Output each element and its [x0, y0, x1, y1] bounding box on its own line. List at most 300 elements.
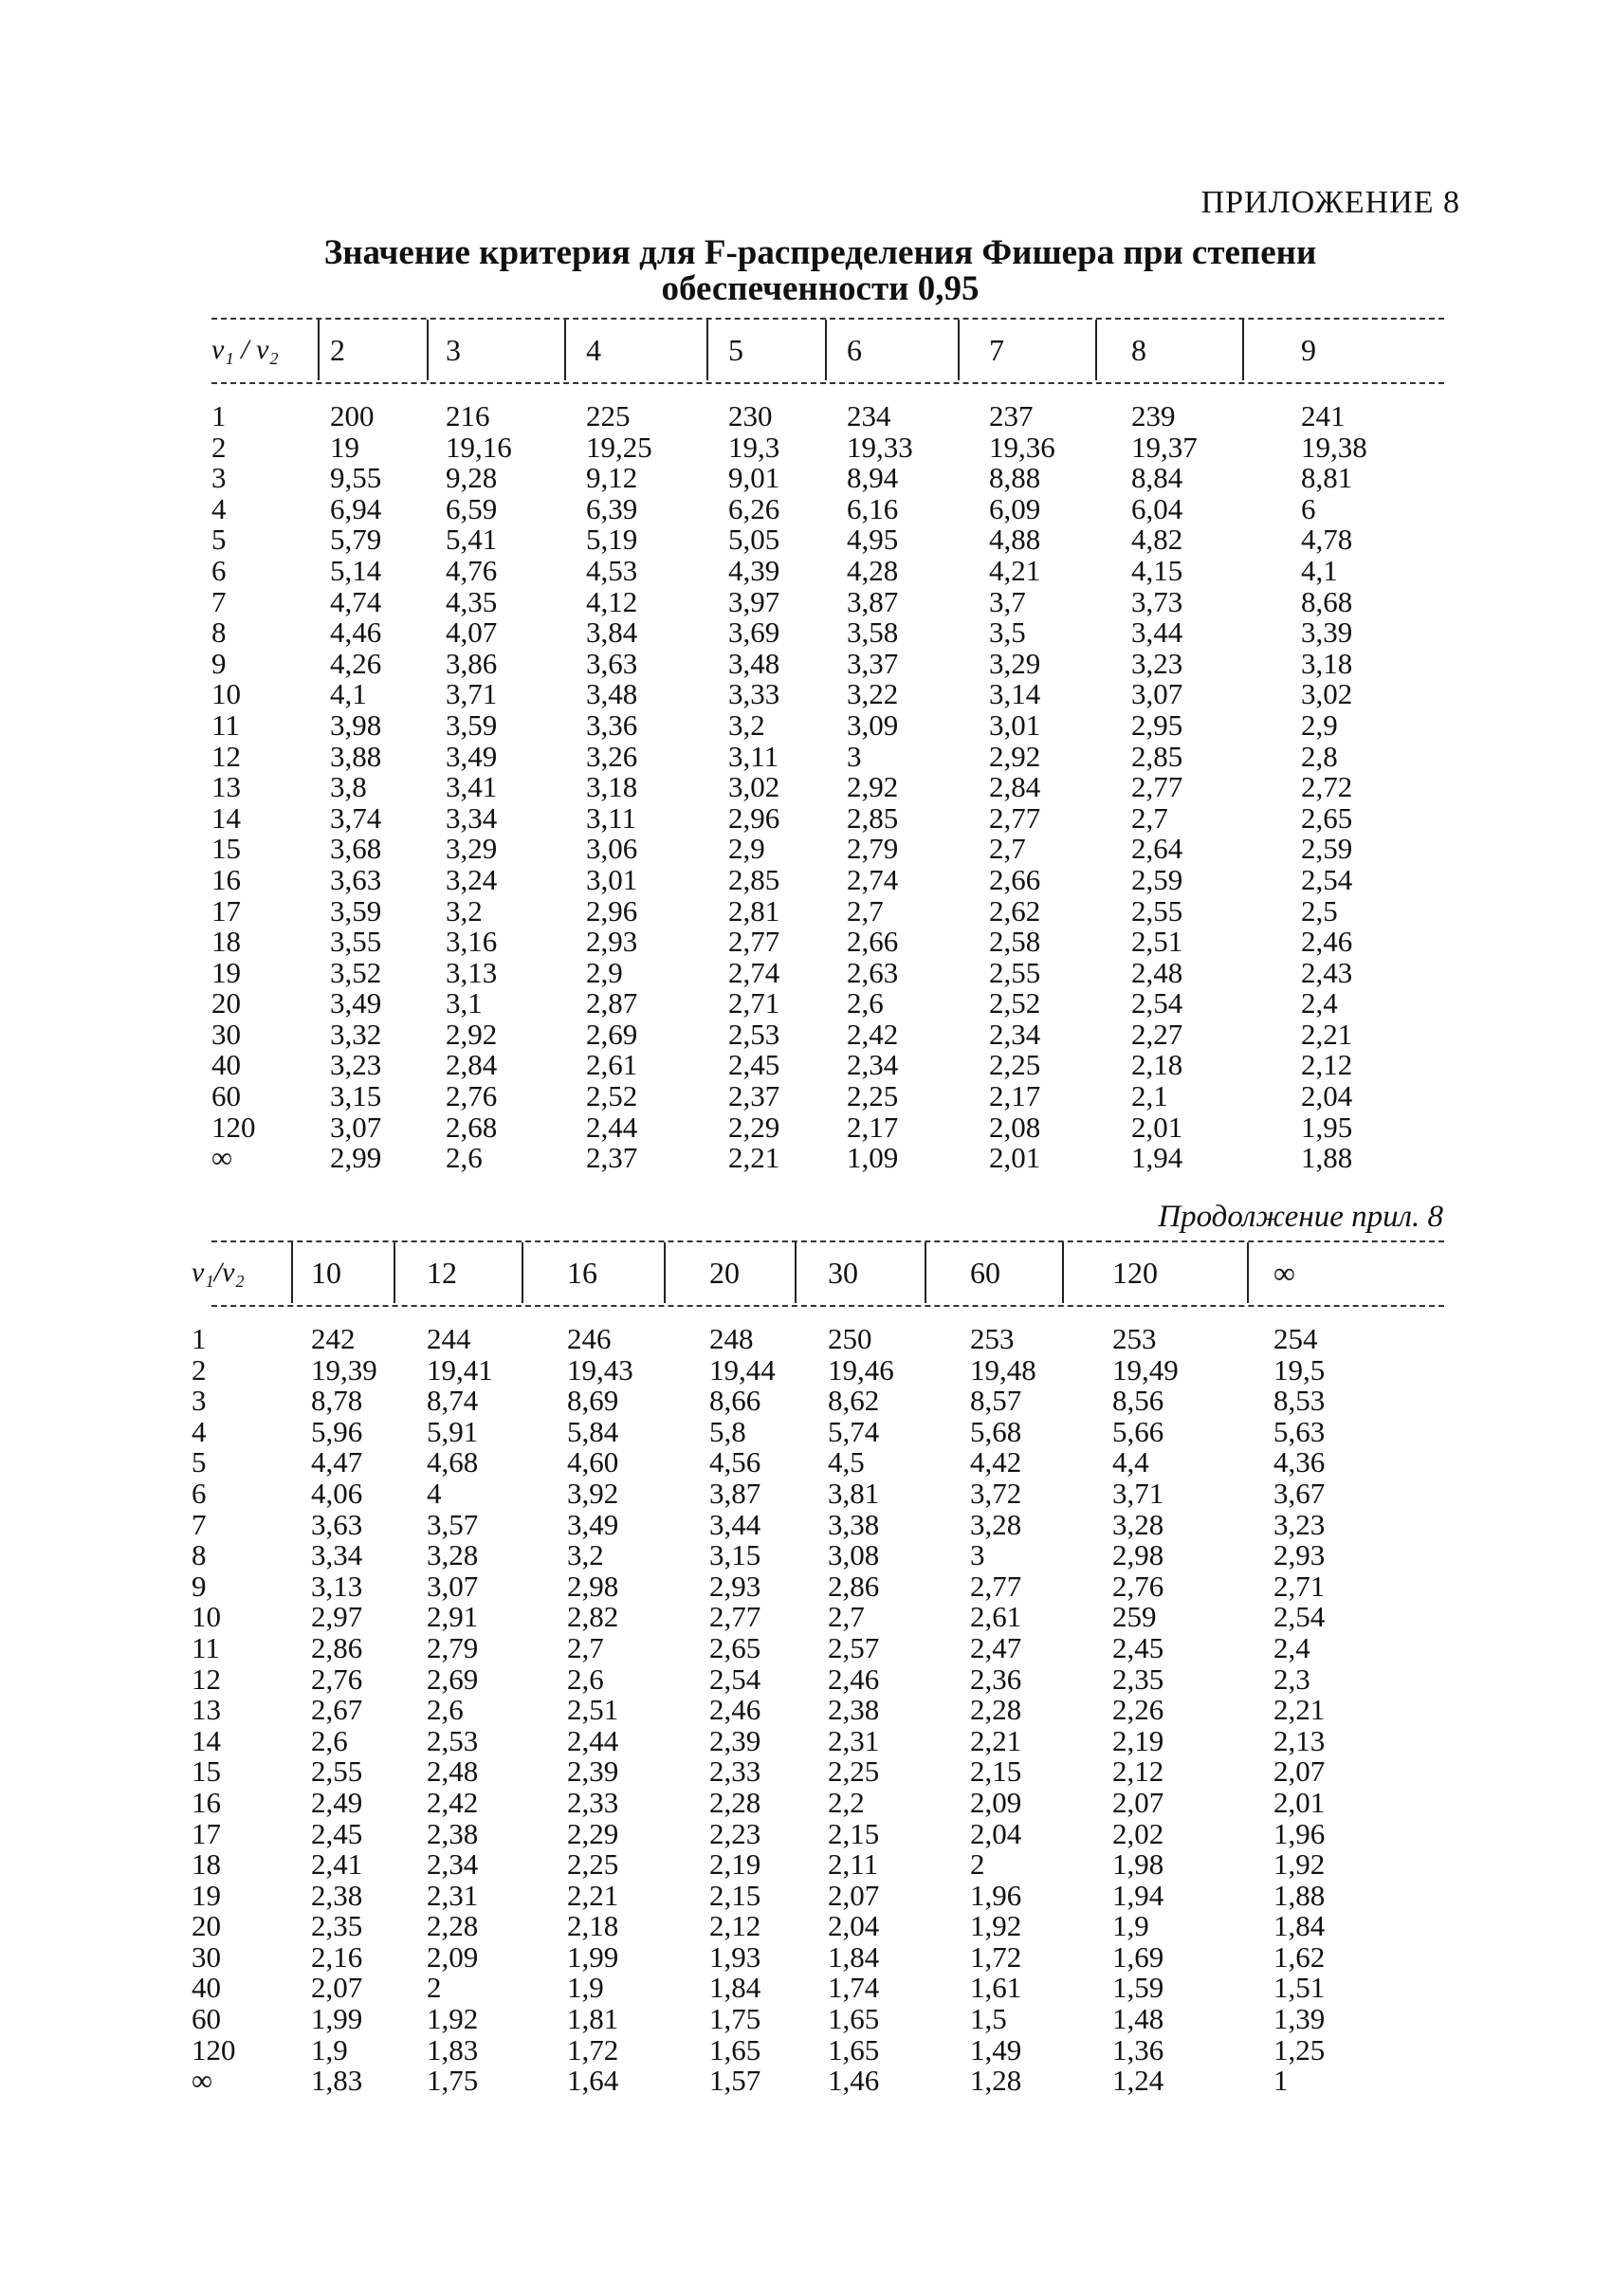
table-cell: 19,49: [1112, 1352, 1179, 1387]
table-cell: 2,65: [709, 1630, 761, 1664]
table-cell: 2,76: [1112, 1569, 1164, 1603]
table-cell: 2,48: [1131, 955, 1183, 989]
row-label: 12: [192, 1662, 221, 1696]
table-cell: 2,11: [828, 1847, 879, 1882]
table-cell: 2,72: [1301, 770, 1353, 804]
table-cell: 6,26: [728, 491, 780, 525]
table-cell: 2,15: [828, 1816, 880, 1850]
table-cell: 2,9: [586, 955, 623, 989]
header-separator: [291, 1242, 293, 1303]
table-row: [0, 1540, 1612, 1571]
table-cell: 4,68: [427, 1445, 479, 1479]
table-cell: 9,28: [446, 461, 498, 495]
table-cell: 19,44: [709, 1352, 776, 1387]
table-cell: 1,36: [1112, 2032, 1164, 2066]
table-cell: 2,21: [970, 1723, 1022, 1757]
table-cell: 1,92: [970, 1909, 1022, 1943]
column-header: 20: [709, 1255, 740, 1290]
table-cell: 2,01: [1131, 1110, 1183, 1144]
table-cell: 3,34: [446, 800, 498, 835]
table-cell: 3,29: [446, 832, 498, 866]
row-label: 3: [192, 1384, 207, 1418]
table-cell: 1,88: [1301, 1141, 1353, 1175]
table-cell: 230: [728, 399, 773, 432]
row-label: 40: [192, 1971, 221, 2005]
row-label: 12: [211, 739, 241, 773]
table-cell: 1,72: [567, 2032, 619, 2066]
row-label: 9: [211, 646, 227, 680]
table-cell: 1,59: [1112, 1971, 1164, 2005]
table-cell: 2,96: [586, 893, 638, 928]
table-cell: 2,19: [709, 1847, 761, 1882]
table-cell: 3,16: [446, 925, 498, 959]
table-cell: 2,66: [989, 862, 1041, 896]
table-cell: 1,75: [427, 2064, 479, 2098]
table-row: [0, 1911, 1612, 1942]
table-cell: 2,85: [1131, 739, 1183, 773]
table-cell: 1,99: [311, 2002, 363, 2036]
table-cell: 4,53: [586, 553, 638, 587]
table-cell: 5,8: [709, 1414, 746, 1448]
table-cell: 2,97: [311, 1600, 363, 1634]
table-row: [0, 1785, 1612, 1819]
table-cell: 1,94: [1112, 1878, 1164, 1912]
table-cell: 5,84: [567, 1414, 619, 1448]
table-cell: 3,5: [989, 615, 1026, 650]
table-row: [0, 1447, 1612, 1479]
table-cell: 3,74: [330, 800, 382, 835]
table-cell: 2,59: [1301, 832, 1353, 866]
table-cell: 2,84: [446, 1048, 498, 1082]
table-cell: 3,08: [828, 1538, 880, 1572]
row-label: 16: [211, 862, 241, 896]
table-cell: 6,59: [446, 491, 498, 525]
table-cell: 19: [330, 430, 359, 464]
table-cell: 2,63: [847, 955, 899, 989]
column-header: 8: [1131, 332, 1146, 367]
table-row: [0, 1602, 1612, 1633]
table-cell: 2,04: [828, 1909, 880, 1943]
table-cell: 2,38: [427, 1816, 479, 1850]
table-row: [0, 739, 1612, 773]
column-header: 4: [586, 332, 601, 367]
table-cell: 3,48: [586, 677, 638, 711]
table-cell: 3,67: [1273, 1476, 1326, 1510]
table-cell: 19,41: [427, 1352, 493, 1387]
table-cell: 2,45: [728, 1048, 780, 1082]
table-cell: 2,07: [1273, 1754, 1326, 1789]
table-cell: 2,4: [1273, 1630, 1310, 1664]
table-cell: 2,15: [709, 1878, 761, 1912]
table-cell: 3,98: [330, 707, 382, 742]
table-cell: 1,46: [828, 2064, 880, 2098]
table-cell: 259: [1112, 1600, 1157, 1634]
table-cell: 2,18: [1131, 1048, 1183, 1082]
table-cell: 3,28: [427, 1538, 479, 1572]
table-cell: 1,09: [847, 1141, 899, 1175]
table-cell: 3,63: [330, 862, 382, 896]
table-cell: 3,88: [330, 739, 382, 773]
table-cell: 8,74: [427, 1384, 479, 1418]
table-cell: 3,22: [847, 677, 899, 711]
table-cell: 3,44: [1131, 615, 1183, 650]
table-cell: 4,82: [1131, 523, 1183, 557]
table-cell: 6,94: [330, 491, 382, 525]
table-cell: 2,76: [311, 1662, 363, 1696]
table-cell: 3,37: [847, 646, 899, 680]
table-cell: 2,41: [311, 1847, 363, 1882]
table-cell: 4,47: [311, 1445, 363, 1479]
table-cell: 2,28: [709, 1785, 761, 1819]
header-separator: [706, 320, 708, 380]
table-cell: 3,02: [728, 770, 780, 804]
table-cell: 3,7: [989, 584, 1026, 618]
table-cell: 2,42: [847, 1017, 899, 1051]
table-cell: 4: [427, 1476, 442, 1510]
header-separator: [522, 1242, 523, 1303]
table-cell: 2,18: [567, 1909, 619, 1943]
table-cell: 1,49: [970, 2032, 1022, 2066]
row-label: ∞: [192, 2064, 213, 2098]
table-cell: 2,87: [586, 986, 638, 1020]
table-cell: 3,57: [427, 1507, 479, 1541]
column-header: 10: [311, 1255, 341, 1290]
table-row: [0, 1878, 1612, 1912]
column-header: 3: [446, 332, 461, 367]
table-cell: 1,99: [567, 1939, 619, 1974]
table-cell: 1,84: [1273, 1909, 1326, 1943]
table-row: [0, 1019, 1612, 1051]
column-header: 16: [567, 1255, 597, 1290]
table-cell: 3,92: [567, 1476, 619, 1510]
table-cell: 1,9: [1112, 1909, 1149, 1943]
table-cell: 5,41: [446, 523, 498, 557]
table-cell: 2,44: [586, 1110, 638, 1144]
table-cell: 2,66: [847, 925, 899, 959]
row-label: 8: [192, 1538, 207, 1572]
row-label: 120: [192, 2032, 236, 2066]
column-header: ∞: [1273, 1255, 1295, 1290]
table-cell: 5,66: [1112, 1414, 1164, 1448]
row-label: 6: [192, 1476, 207, 1510]
table-row: [0, 1324, 1612, 1355]
table-cell: 2,71: [728, 986, 780, 1020]
table-cell: 1,57: [709, 2064, 761, 2098]
table-row: [0, 1507, 1612, 1541]
table-cell: 2,04: [970, 1816, 1022, 1850]
table-row: [0, 1352, 1612, 1387]
table-cell: 237: [989, 399, 1034, 432]
table-row: [0, 955, 1612, 989]
table-cell: 5,19: [586, 523, 638, 557]
table-row: [0, 1939, 1612, 1974]
table-cell: 2,2: [828, 1785, 865, 1819]
table-cell: 3,09: [847, 707, 899, 742]
table-cell: 3,73: [1131, 584, 1183, 618]
row-label: 11: [192, 1630, 220, 1664]
table-cell: 6,16: [847, 491, 899, 525]
table-cell: 2,25: [989, 1048, 1041, 1082]
table-cell: 2,95: [1131, 707, 1183, 742]
table-cell: 3,71: [446, 677, 498, 711]
table-cell: 8,62: [828, 1384, 880, 1418]
table-cell: 2,39: [567, 1754, 619, 1789]
table-cell: 2,04: [1301, 1079, 1353, 1113]
table-cell: 2,34: [989, 1017, 1041, 1051]
table-cell: 2,81: [728, 893, 780, 928]
table-cell: 1,88: [1273, 1878, 1326, 1912]
table-cell: 2,17: [989, 1079, 1041, 1113]
table-cell: 4,36: [1273, 1445, 1326, 1479]
table-cell: 248: [709, 1322, 754, 1355]
table-cell: 3,59: [446, 707, 498, 742]
table-cell: 2,46: [828, 1662, 880, 1696]
table-cell: 3,01: [989, 707, 1041, 742]
table-cell: 1,95: [1301, 1110, 1353, 1144]
table-cell: 2,46: [709, 1693, 761, 1727]
table-cell: 2,7: [567, 1630, 604, 1664]
table-cell: 3,8: [330, 770, 367, 804]
table-cell: 4,06: [311, 1476, 363, 1510]
header-separator: [1062, 1242, 1064, 1303]
table-row: [0, 617, 1612, 649]
table-cell: 2,35: [311, 1909, 363, 1943]
table-cell: 4,4: [1112, 1445, 1149, 1479]
table-cell: 3,63: [586, 646, 638, 680]
column-header: 120: [1112, 1255, 1158, 1290]
table-cell: 2,98: [1112, 1538, 1164, 1572]
table-cell: 5,91: [427, 1414, 479, 1448]
row-label: 2: [211, 430, 227, 464]
row-label: 19: [211, 955, 241, 989]
table-cell: 1,98: [1112, 1847, 1164, 1882]
table-cell: 2,55: [1131, 893, 1183, 928]
table-cell: 2,16: [311, 1939, 363, 1974]
table-cell: 2,54: [1131, 986, 1183, 1020]
table-cell: 2,7: [989, 832, 1026, 866]
column-header-corner: ν₁/ν₂: [192, 1257, 245, 1288]
table-cell: 2,68: [446, 1110, 498, 1144]
table-cell: 246: [567, 1322, 612, 1355]
title-line-1: Значение критерия для F-распределения Фишера при степени: [323, 233, 1317, 272]
table-cell: 2,29: [728, 1110, 780, 1144]
table-cell: 2,39: [709, 1723, 761, 1757]
table-cell: 2,64: [1131, 832, 1183, 866]
table-cell: 2,07: [311, 1971, 363, 2005]
table-cell: 4,07: [446, 615, 498, 650]
table-cell: 2,53: [728, 1017, 780, 1051]
table-cell: 2,85: [728, 862, 780, 896]
table-cell: 2,93: [1273, 1538, 1326, 1572]
table-cell: 3,23: [330, 1048, 382, 1082]
table-cell: 19,33: [847, 430, 913, 464]
table-row: [0, 1849, 1612, 1881]
header-separator: [958, 320, 960, 380]
table-cell: 250: [828, 1322, 872, 1355]
row-label: 15: [211, 832, 241, 866]
table-cell: 19,5: [1273, 1352, 1326, 1387]
table-cell: 2,38: [828, 1693, 880, 1727]
table-rule-header: [211, 1305, 1444, 1307]
table-cell: 2,12: [1112, 1754, 1164, 1789]
row-label: 20: [211, 986, 241, 1020]
table-cell: 6,39: [586, 491, 638, 525]
table-cell: 19,48: [970, 1352, 1036, 1387]
table-cell: 2,49: [311, 1785, 363, 1819]
table-cell: 2,07: [1112, 1785, 1164, 1819]
table-cell: 2,7: [847, 893, 884, 928]
table-cell: 1,65: [828, 2032, 880, 2066]
row-label: 60: [192, 2002, 221, 2036]
table-cell: 2,46: [1301, 925, 1353, 959]
table-row: [0, 927, 1612, 958]
table-row: [0, 1050, 1612, 1081]
row-label: 8: [211, 615, 227, 650]
table-cell: 2,36: [970, 1662, 1022, 1696]
table-cell: 3,28: [1112, 1507, 1164, 1541]
table-cell: 4,26: [330, 646, 382, 680]
table-cell: 3,1: [446, 986, 483, 1020]
table-cell: 3,84: [586, 615, 638, 650]
row-label: 5: [192, 1445, 207, 1479]
table-cell: 2,7: [1131, 800, 1168, 835]
table-cell: 19,39: [311, 1352, 377, 1387]
table-cell: 2,33: [709, 1754, 761, 1789]
table-cell: 6,04: [1131, 491, 1183, 525]
table-row: [0, 707, 1612, 742]
table-cell: 2,43: [1301, 955, 1353, 989]
table-cell: 216: [446, 399, 490, 432]
table-cell: 2,74: [847, 862, 899, 896]
table-cell: 2,21: [567, 1878, 619, 1912]
row-label: 17: [211, 893, 241, 928]
row-label: 16: [192, 1785, 221, 1819]
table-cell: 2,34: [847, 1048, 899, 1082]
table-cell: 4,46: [330, 615, 382, 650]
table-cell: 5,74: [828, 1414, 880, 1448]
table-row: [0, 1081, 1612, 1112]
table-cell: 2,55: [989, 955, 1041, 989]
table-cell: 1,39: [1273, 2002, 1326, 2036]
table-row: [0, 1756, 1612, 1788]
table-row: [0, 2004, 1612, 2035]
table-cell: 8,81: [1301, 461, 1353, 495]
header-separator: [427, 320, 429, 380]
table-cell: 2,91: [427, 1600, 479, 1634]
table-cell: 19,3: [728, 430, 780, 464]
table-cell: 19,25: [586, 430, 652, 464]
table-cell: 3,81: [828, 1476, 880, 1510]
table-cell: 2,52: [586, 1079, 638, 1113]
table-cell: 3: [970, 1538, 985, 1572]
table-cell: 1,62: [1273, 1939, 1326, 1974]
table-row: [0, 1571, 1612, 1603]
table-cell: 253: [1112, 1322, 1157, 1355]
table-cell: 4,21: [989, 553, 1041, 587]
table-cell: 4,28: [847, 553, 899, 587]
table-cell: 3,13: [446, 955, 498, 989]
table-cell: 2,92: [989, 739, 1041, 773]
table-cell: 1,64: [567, 2064, 619, 2098]
table-cell: 19,46: [828, 1352, 894, 1387]
table-cell: 2,1: [1131, 1079, 1168, 1113]
table-row: [0, 401, 1612, 432]
row-label: 9: [192, 1569, 207, 1603]
table-body: [0, 1324, 1612, 2097]
column-header: 60: [970, 1255, 1000, 1290]
table-cell: 2,01: [989, 1141, 1041, 1175]
table-cell: 2,12: [709, 1909, 761, 1943]
header-separator: [825, 320, 827, 380]
table-cell: 1: [1273, 2064, 1289, 2098]
table-cell: 242: [311, 1322, 356, 1355]
table-cell: 1,83: [311, 2064, 363, 2098]
table-cell: 2,55: [311, 1754, 363, 1789]
table-cell: 4,1: [1301, 553, 1338, 587]
table-row: [0, 1143, 1612, 1174]
table-cell: 2,09: [427, 1939, 479, 1974]
table-cell: 2,74: [728, 955, 780, 989]
table-cell: 3,2: [567, 1538, 604, 1572]
table-row: [0, 2032, 1612, 2066]
table-row: [0, 988, 1612, 1019]
table-cell: 2,9: [728, 832, 765, 866]
title-line-2: обеспеченности 0,95: [661, 269, 980, 308]
table-row: [0, 463, 1612, 494]
table-cell: 2,3: [1273, 1662, 1310, 1696]
table-cell: 2,8: [1301, 739, 1338, 773]
table-cell: 4,88: [989, 523, 1041, 557]
table-cell: 8,57: [970, 1384, 1022, 1418]
table-cell: 8,53: [1273, 1384, 1326, 1418]
table-cell: 3,59: [330, 893, 382, 928]
table-cell: 2,15: [970, 1754, 1022, 1789]
header-separator: [795, 1242, 797, 1303]
table-cell: 2,52: [989, 986, 1041, 1020]
table-cell: 2,61: [586, 1048, 638, 1082]
table-row: [0, 2066, 1612, 2097]
table-cell: 2,84: [989, 770, 1041, 804]
table-row: [0, 1664, 1612, 1696]
table-cell: 2,13: [1273, 1723, 1326, 1757]
table-cell: 2,59: [1131, 862, 1183, 896]
table-cell: 2,29: [567, 1816, 619, 1850]
table-cell: 2,5: [1301, 893, 1338, 928]
row-label: 15: [192, 1754, 221, 1789]
row-label: 20: [192, 1909, 221, 1943]
table-cell: 3,23: [1273, 1507, 1326, 1541]
table-cell: 9,01: [728, 461, 780, 495]
table-cell: 3,52: [330, 955, 382, 989]
table-cell: 5,05: [728, 523, 780, 557]
row-label: 3: [211, 461, 227, 495]
table-cell: 4,12: [586, 584, 638, 618]
row-label: 120: [211, 1110, 256, 1144]
table-cell: 2,67: [311, 1693, 363, 1727]
table-cell: 2,6: [311, 1723, 348, 1757]
table-cell: 2,86: [828, 1569, 880, 1603]
table-cell: 8,69: [567, 1384, 619, 1418]
table-cell: 3,24: [446, 862, 498, 896]
table-cell: 1,72: [970, 1939, 1022, 1974]
header-separator: [1242, 320, 1244, 380]
table-cell: 2,6: [567, 1662, 604, 1696]
table-cell: 2,92: [847, 770, 899, 804]
table-cell: 1,92: [427, 2002, 479, 2036]
table-cell: 2,31: [828, 1723, 880, 1757]
row-label: 11: [211, 707, 240, 742]
table-cell: 4,76: [446, 553, 498, 587]
